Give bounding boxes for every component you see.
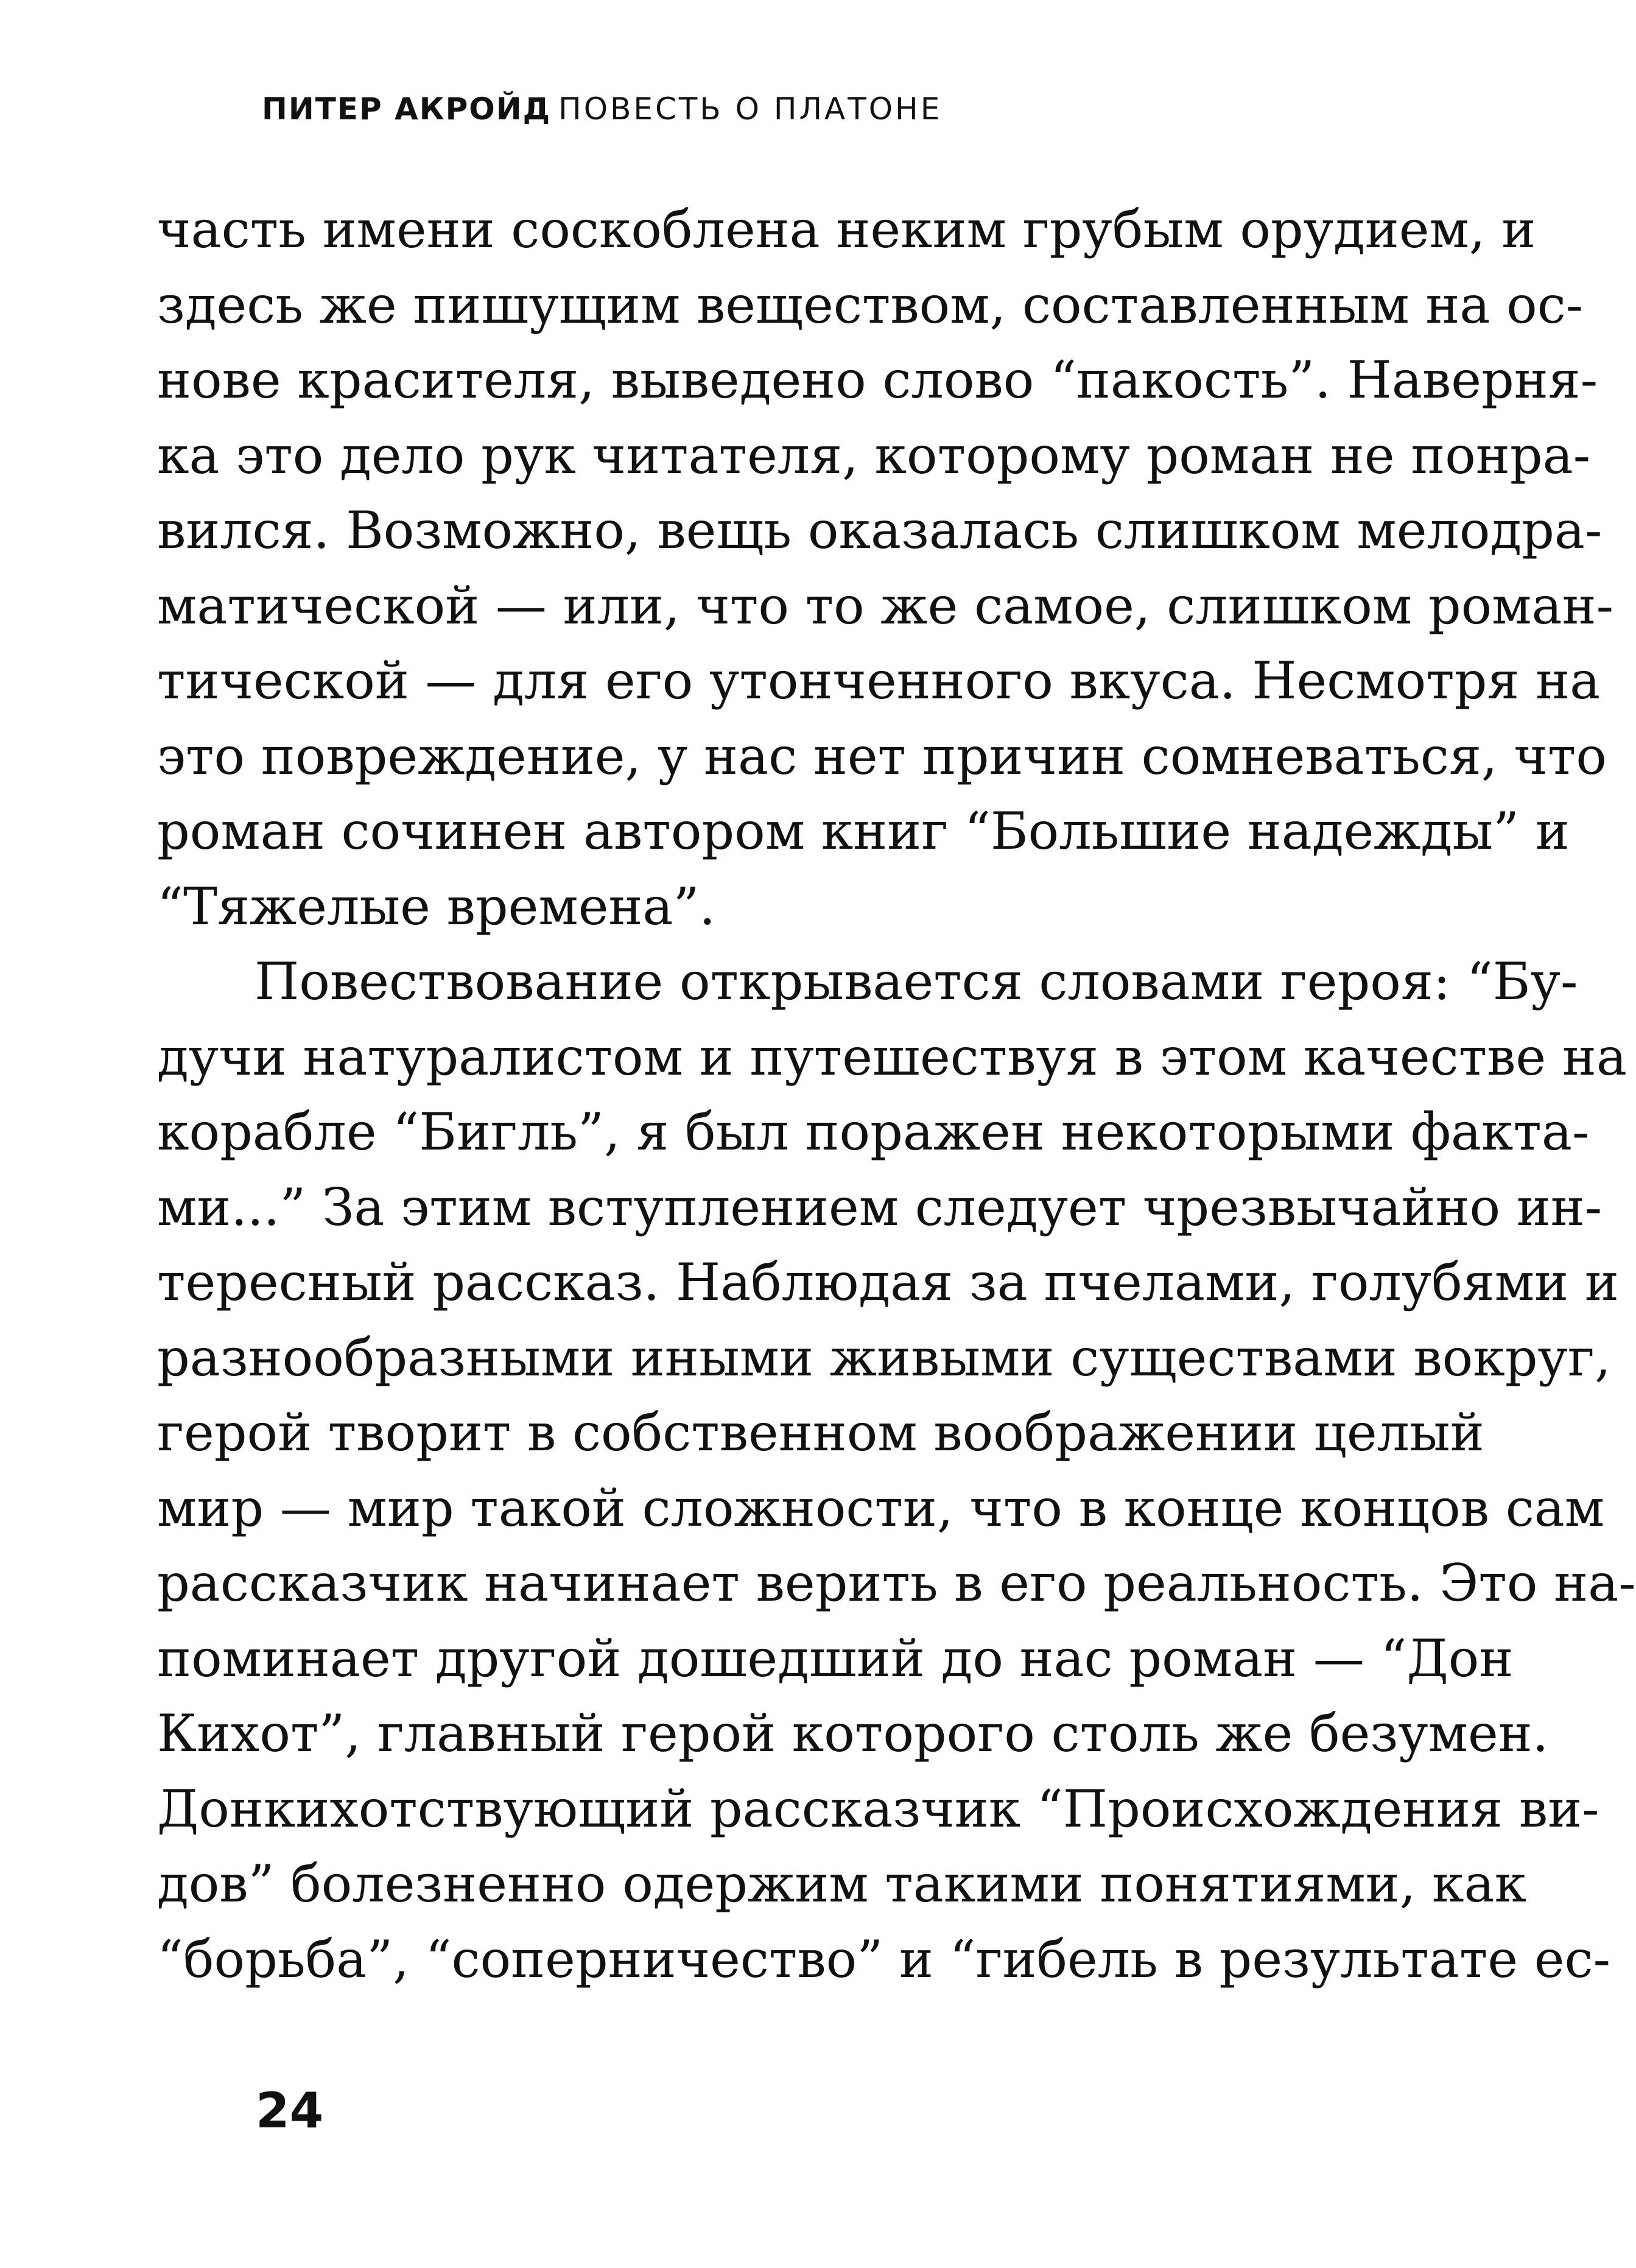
body-text	[157, 192, 1636, 1997]
text-line: вился. Возможно, вещь оказалась слишком мелодра-	[157, 500, 1603, 560]
text-line: дов” болезненно одержим такими понятиями, как	[157, 1854, 1527, 1914]
text-line: тересный рассказ. Наблюдая за пчелами, голубями и	[157, 1252, 1619, 1312]
text-line: матической — или, что то же самое, слишком роман-	[157, 575, 1613, 636]
text-line: герой творит в собственном воображении целый	[157, 1403, 1484, 1462]
text-line: Донкихотствующий рассказчик “Происхождения ви-	[157, 1778, 1599, 1839]
text-line: Повествование открывается словами героя: “Бу-	[255, 952, 1578, 1011]
text-line: дучи натуралистом и путешествуя в этом качестве на	[157, 1027, 1627, 1087]
text-line: ми...” За этим вступлением следует чрезвычайно ин-	[157, 1177, 1603, 1237]
text-line: роман сочинен автором книг “Большие надежды” и	[157, 801, 1570, 861]
text-line: здесь же пишущим веществом, составленным на ос-	[157, 275, 1584, 335]
text-line: это повреждение, у нас нет причин сомневаться, что	[157, 726, 1607, 786]
text-line: разнообразными иными живыми существами вокруг,	[157, 1327, 1611, 1388]
text-line: “борьба”, “соперничество” и “гибель в результате ес-	[157, 1929, 1610, 1989]
running-head	[262, 91, 942, 127]
text-line: ка это дело рук читателя, которому роман не понра-	[157, 425, 1591, 485]
running-head-title: ПОВЕСТЬ О ПЛАТОНЕ	[558, 91, 943, 127]
text-line: “Тяжелые времена”.	[157, 876, 716, 936]
page-number: 24	[256, 2082, 324, 2139]
text-line: мир — мир такой сложности, что в конце концов сам	[157, 1478, 1605, 1538]
running-head-author: ПИТЕР АКРОЙД	[262, 91, 552, 127]
text-line: Кихот”, главный герой которого столь же безумен.	[157, 1704, 1549, 1763]
text-line: поминает другой дошедший до нас роман — “Дон	[157, 1628, 1514, 1688]
text-line: рассказчик начинает верить в его реальность. Это на-	[157, 1553, 1636, 1613]
text-line: часть имени соскоблена неким грубым орудием, и	[157, 200, 1536, 259]
text-line: корабле “Бигль”, я был поражен некоторыми факта-	[157, 1102, 1590, 1162]
text-line: нове красителя, выведено слово “пакость”. Наверня-	[157, 350, 1598, 410]
text-line: тической — для его утонченного вкуса. Несмотря на	[157, 651, 1601, 711]
